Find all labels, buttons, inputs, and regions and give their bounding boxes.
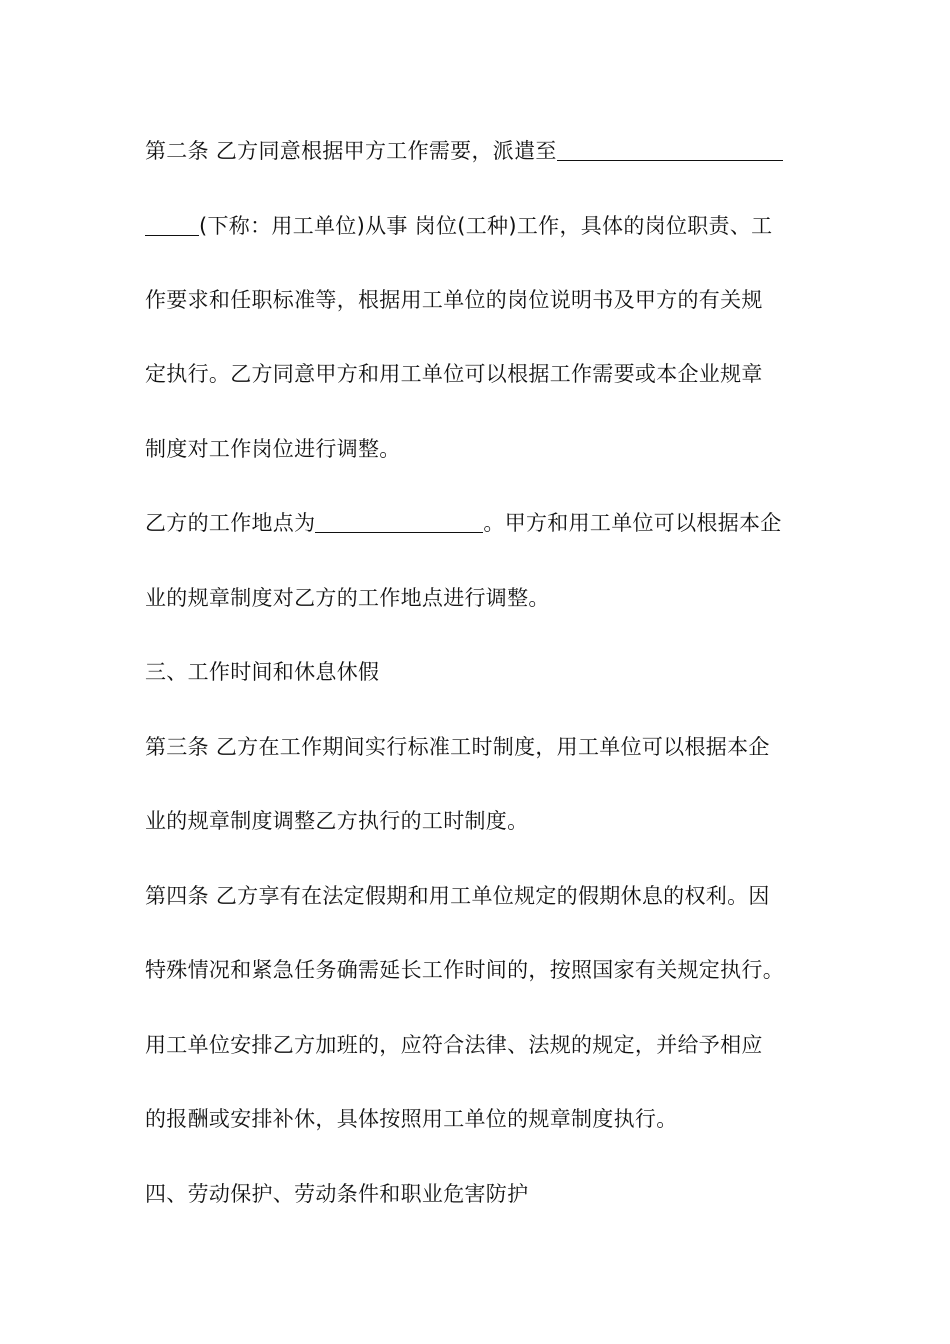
text-line: [145, 136, 783, 166]
line-text: 第三条 乙方在工作期间实行标准工时制度，用工单位可以根据本企: [145, 735, 770, 759]
line-text: 业的规章制度调整乙方执行的工时制度。: [145, 809, 529, 833]
text-line: [145, 359, 763, 389]
line-text: 。甲方和用工单位可以根据本企: [483, 511, 782, 535]
line-text: 第四条 乙方享有在法定假期和用工单位规定的假期休息的权利。因: [145, 884, 770, 908]
line-text: 定执行。乙方同意甲方和用工单位可以根据工作需要或本企业规章: [145, 362, 763, 386]
line-text: 第二条 乙方同意根据甲方工作需要，派遣至: [145, 139, 557, 163]
line-text: 制度对工作岗位进行调整。: [145, 437, 401, 461]
line-text: 的报酬或安排补休，具体按照用工单位的规章制度执行。: [145, 1107, 678, 1131]
fill-in-blank: [315, 510, 483, 533]
line-text: 作要求和任职标准等，根据用工单位的岗位说明书及甲方的有关规: [145, 288, 763, 312]
fill-in-blank: [557, 138, 783, 161]
text-line: [145, 583, 550, 613]
text-line: [145, 955, 784, 985]
text-line: [145, 732, 770, 762]
line-text: 用工单位安排乙方加班的，应符合法律、法规的规定，并给予相应: [145, 1033, 763, 1057]
line-text: 乙方的工作地点为: [145, 511, 316, 535]
line-text: 三、工作时间和休息休假: [145, 660, 380, 684]
text-line: [145, 881, 770, 911]
section-heading: [145, 657, 379, 687]
text-line: [145, 285, 763, 315]
text-line: [145, 806, 528, 836]
text-line: [145, 1030, 763, 1060]
text-line: [145, 211, 772, 241]
text-line: [145, 1104, 678, 1134]
section-heading: [145, 1179, 528, 1209]
text-line: [145, 434, 401, 464]
text-line: [145, 508, 782, 538]
line-text: 四、劳动保护、劳动条件和职业危害防护: [145, 1182, 529, 1206]
line-text: (下称：用工单位)从事 岗位(工种)工作，具体的岗位职责、工: [199, 214, 773, 238]
line-text: 业的规章制度对乙方的工作地点进行调整。: [145, 586, 550, 610]
line-text: 特殊情况和紧急任务确需延长工作时间的，按照国家有关规定执行。: [145, 958, 784, 982]
fill-in-blank: [145, 213, 199, 236]
